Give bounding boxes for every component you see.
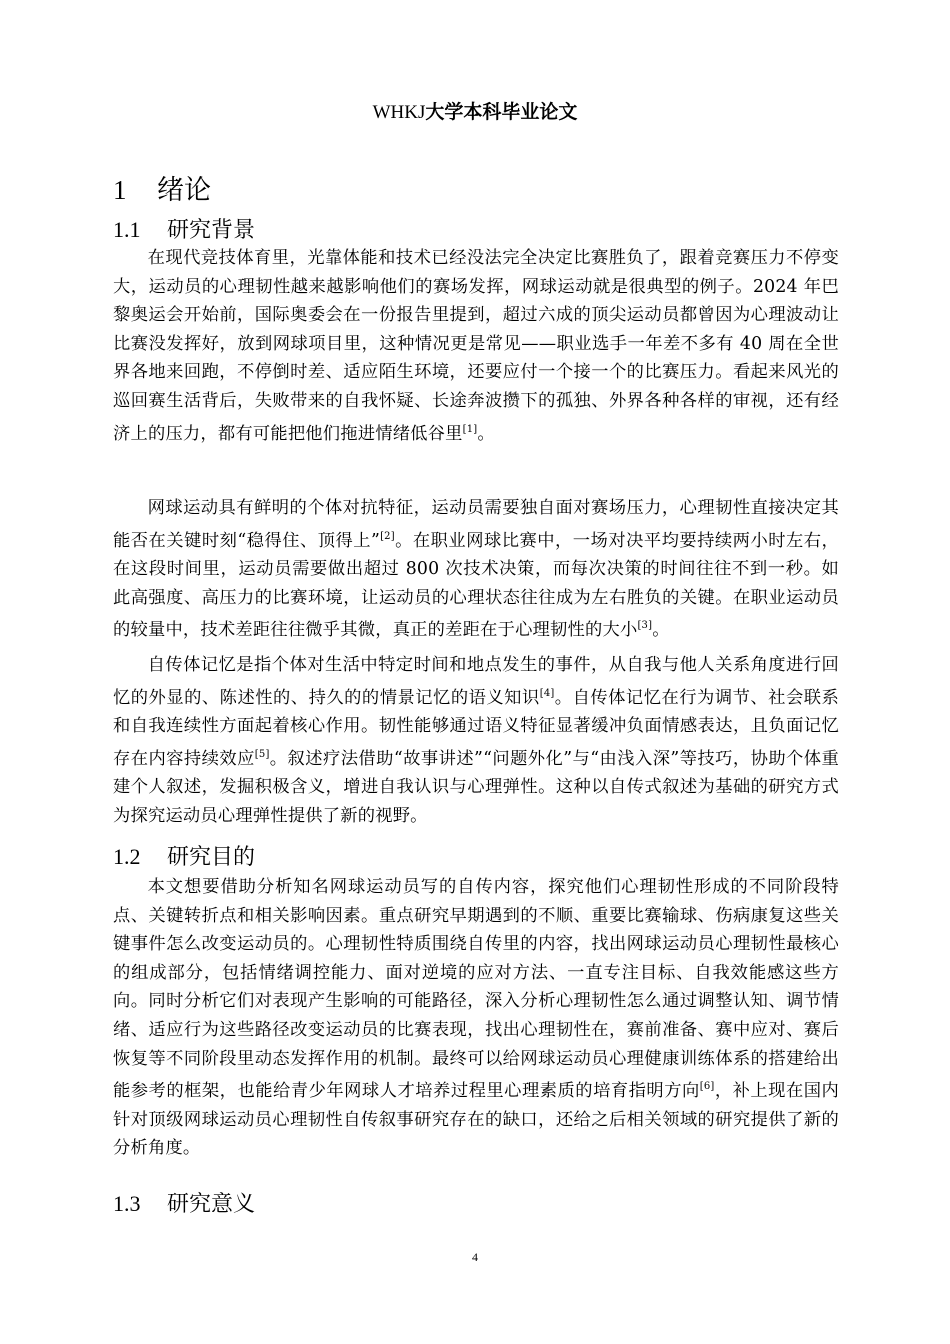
section-title: 研究目的 — [167, 845, 256, 870]
header-latin: WHKJ — [372, 102, 426, 123]
section-number: 1.1 — [113, 217, 141, 242]
section-title: 研究背景 — [167, 218, 256, 243]
section-number: 1.2 — [113, 844, 141, 869]
citation-ref: [3] — [637, 620, 653, 632]
chapter-number: 1 — [113, 175, 127, 205]
citation-ref: [5] — [254, 748, 270, 760]
paragraph-background-3: 自传体记忆是指个体对生活中特定时间和地点发生的事件，从自我与他人关系角度进行回忆的外显的、陈述性的、持久的的情景记忆的语义知识[4]。自传体记忆在行为调节、社会联系和自我连续性方面起着核心作用。韧性能够通过语义特征显著缓冲负面情感表达，且负面记忆存在内容持续效应[5]。叙述疗法借助“故事讲述”“问题外化”与“由浅入深”等技巧，协助个体重建个人叙述，发掘积极含义，增进自我认识与心理弹性。这种以自传式叙述为基础的研究方式为探究运动员心理弹性提供了新的视野。 — [113, 655, 839, 826]
citation-ref: [2] — [380, 530, 395, 542]
chapter-heading — [113, 168, 211, 207]
paragraph-background-2: 网球运动具有鲜明的个体对抗特征，运动员需要独自面对赛场压力，心理韧性直接决定其能否在关键时刻“稳得住、顶得上”[2]。在职业网球比赛中，一场对决平均要持续两小时左右，在这段时间里，运动员需要做出超过 800 次技术决策，而每次决策的时间往往不到一秒。如此高强度、高压力的比赛环境，让运动员的心理状态往往成为左右胜负的关键。在职业运动员的较量中，技术差距往往微乎其微，真正的差距在于心理韧性的大小[3]。 — [113, 498, 839, 640]
header-title: 大学本科毕业论文 — [425, 101, 578, 123]
section-heading-1-2 — [113, 840, 255, 871]
page-number: 4 — [472, 1250, 478, 1264]
paragraph-purpose: 本文想要借助分析知名网球运动员写的自传内容，探究他们心理韧性形成的不同阶段特点、关键转折点和相关影响因素。重点研究早期遇到的不顺、重要比赛输球、伤病康复这些关键事件怎么改变运动员的。心理韧性特质围绕自传里的内容，找出网球运动员心理韧性最核心的组成部分，包括情绪调控能力、面对逆境的应对方法、一直专注目标、自我效能感这些方向。同时分析它们对表现产生影响的可能路径，深入分析心理韧性怎么通过调整认知、调节情绪、适应行为这些路径改变运动员的比赛表现，找出心理韧性在，赛前准备、赛中应对、赛后恢复等不同阶段里动态发挥作用的机制。最终可以给网球运动员心理健康训练体系的搭建给出能参考的框架，也能给青少年网球人才培养过程里心理素质的培育指明方向[6]，补上现在国内针对顶级网球运动员心理韧性自传叙事研究存在的缺口，还给之后相关领域的研究提供了新的分析角度。 — [113, 877, 839, 1159]
section-number: 1.3 — [113, 1191, 141, 1216]
chapter-title: 绪论 — [157, 175, 211, 206]
citation-ref: [4] — [539, 687, 555, 699]
section-heading-1-3 — [113, 1187, 255, 1218]
citation-ref: [1] — [462, 423, 478, 435]
citation-ref: [6] — [699, 1081, 715, 1093]
page-header — [0, 97, 950, 124]
section-heading-1-1 — [113, 213, 255, 244]
section-title: 研究意义 — [167, 1192, 256, 1217]
paragraph-background-1: 在现代竞技体育里，光靠体能和技术已经没法完全决定比赛胜负了，跟着竞赛压力不停变大，运动员的心理韧性越来越影响他们的赛场发挥，网球运动就是很典型的例子。2024 年巴黎奥运会开始前，国际奥委会在一份报告里提到，超过六成的顶尖运动员都曾因为心理波动让比赛没发挥好，放到网球项目里，这种情况更是常见——职业选手一年差不多有 40 周在全世界各地来回跑，不停倒时差、适应陌生环境，还要应付一个接一个的比赛压力。看起来风光的巡回赛生活背后，失败带来的自我怀疑、长途奔波攒下的孤独、外界各种各样的审视，还有经济上的压力，都有可能把他们拖进情绪低谷里[1]。 — [113, 248, 839, 444]
